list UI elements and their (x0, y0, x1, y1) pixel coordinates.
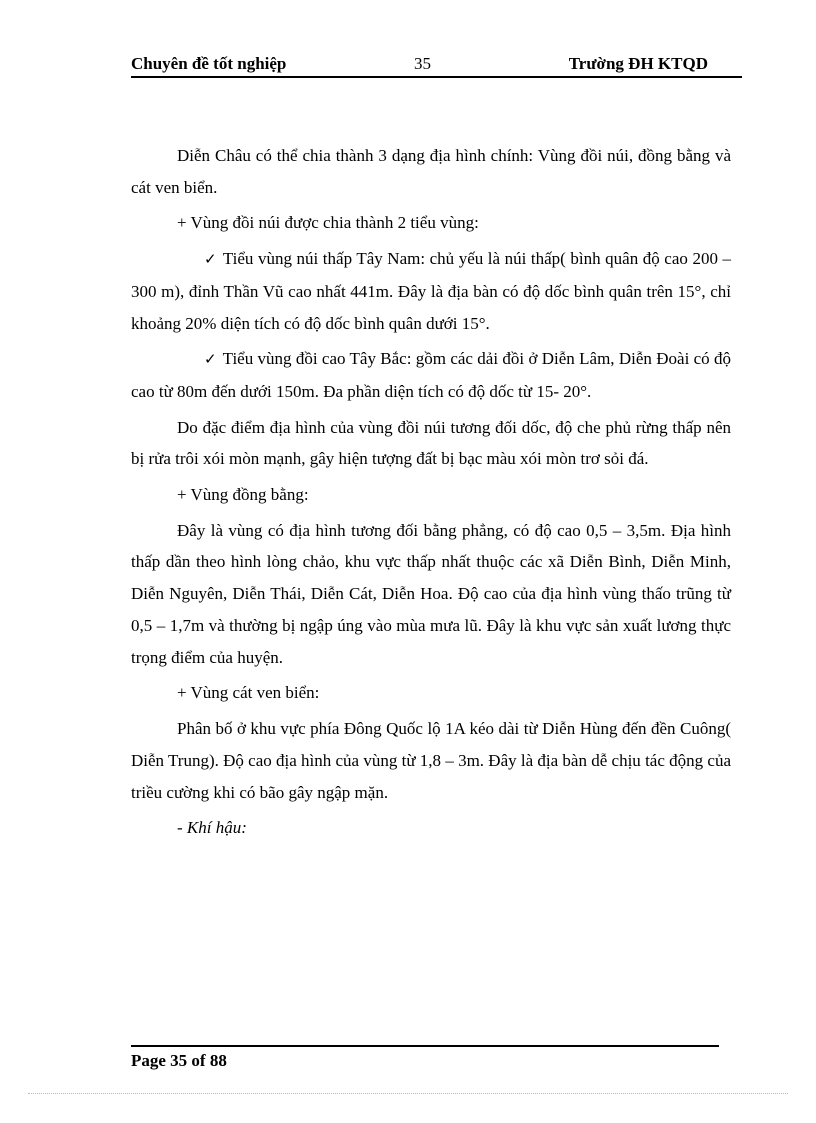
document-body (131, 140, 731, 848)
list-item-text: Tiểu vùng núi thấp Tây Nam: chủ yếu là núi thấp( bình quân độ cao 200 – 300 m), đỉnh Thần Vũ cao nhất 441m. Đây là địa bàn có độ dốc bình quân trên 15°, chỉ khoảng 20% diện tích có độ dốc bình quân dưới 15°. (131, 248, 731, 333)
heading-plain-region: + Vùng đồng bằng: (177, 484, 309, 504)
heading-coastal-sand-region: + Vùng cát ven biển: (177, 683, 320, 703)
paragraph-plain-region: Đây là vùng có địa hình tương đối bằng phẳng, có độ cao 0,5 – 3,5m. Địa hình thấp dần theo hình lòng chảo, khu vực thấp nhất thuộc các xã Diễn Bình, Diễn Minh, Diễn Nguyên, Diễn Thái, Diễn Cát, Diễn Hoa. Độ cao của địa hình vùng thấo trũng từ 0,5 – 1,7m và thường bị ngập úng vào mùa mưa lũ. Đây là khu vực sản xuất lương thực trọng điểm của huyện. (131, 520, 731, 667)
paragraph-erosion: Do đặc điểm địa hình của vùng đồi núi tương đối dốc, độ che phủ rừng thấp nên bị rửa trôi xói mòn mạnh, gây hiện tượng đất bị bạc màu xói mòn trơ sỏi đá. (131, 417, 731, 469)
list-item-northwest-subregion (131, 343, 731, 408)
paragraph-terrain-overview: Diễn Châu có thể chia thành 3 dạng địa hình chính: Vùng đồi núi, đồng bằng và cát ven biển. (131, 146, 731, 197)
heading-climate: - Khí hậu: (177, 818, 247, 838)
paragraph-coastal-sand-region: Phân bố ở khu vực phía Đông Quốc lộ 1A kéo dài từ Diễn Hùng đến đền Cuông( Diễn Trung). Độ cao địa hình của vùng từ 1,8 – 3m. Đây là địa bàn dễ chịu tác động của triều cường khi có bão gây ngập mặn. (131, 718, 731, 802)
checkmark-icon: ✓ (204, 350, 217, 369)
header-university: Trường ĐH KTQD (568, 54, 708, 73)
page-header (131, 50, 742, 78)
header-document-title: Chuyên đề tốt nghiệp (131, 54, 287, 73)
page-footer (131, 1045, 719, 1071)
list-item-text: Tiểu vùng đồi cao Tây Bắc: gồm các dải đồi ở Diễn Lâm, Diễn Đoài có độ cao từ 80m đến dưới 150m. Đa phần diện tích có độ dốc từ 15- 20°. (131, 349, 731, 401)
header-page-number: 35 (414, 54, 431, 73)
footer-page-label: Page 35 of 88 (131, 1051, 227, 1070)
page-edge-divider (28, 1093, 788, 1094)
list-item-southwest-subregion (131, 243, 731, 339)
checkmark-icon: ✓ (204, 249, 217, 268)
heading-hill-region: + Vùng đồi núi được chia thành 2 tiểu vùng: (177, 213, 479, 233)
